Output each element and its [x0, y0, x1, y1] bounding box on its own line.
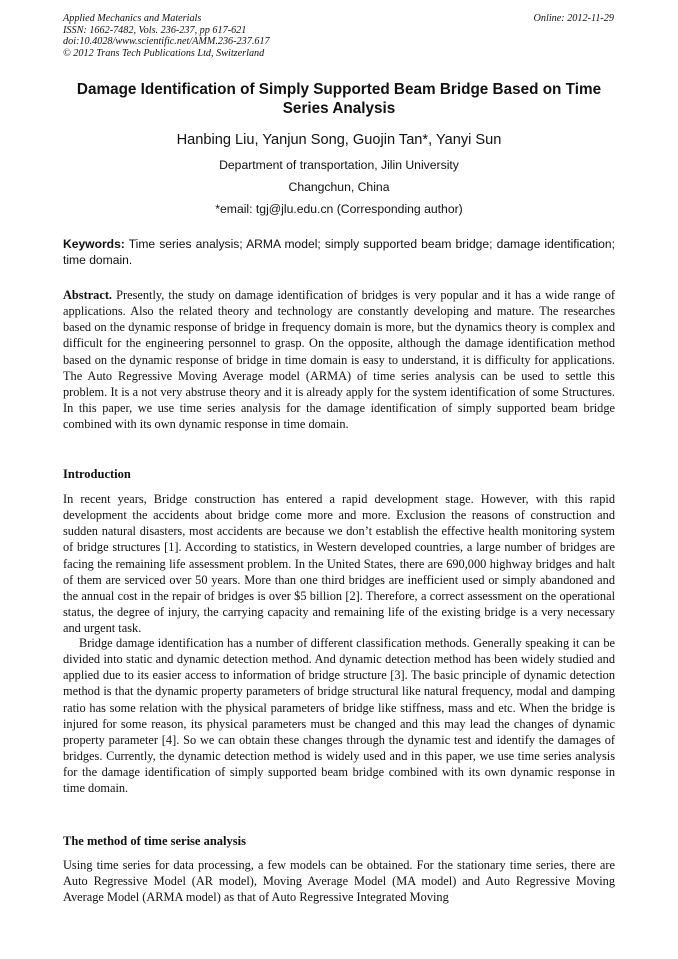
doi-line[interactable]: doi:10.4028/www.scientific.net/AMM.236-237.617: [63, 36, 270, 48]
issn-line: ISSN: 1662-7482, Vols. 236-237, pp 617-621: [63, 24, 247, 36]
affiliation-city: Changchun, China: [288, 180, 390, 194]
keywords-text: Time series analysis; ARMA model; simply supported beam bridge; damage identification; time domain.: [63, 237, 615, 268]
journal-name: Applied Mechanics and Materials: [63, 13, 202, 24]
abstract-paragraph: [63, 287, 615, 432]
introduction-paragraph-1: In recent years, Bridge construction has entered a rapid development stage. However, with this rapid development the accidents about bridge come more and more. Exclusion the reasons of construction and sudden natural disasters, most accidents are because we don’t establish the effective health monitoring system of bridge structures [1]. According to statistics, in Western developed countries, a large number of bridges are facing the remaining life assessment problem. In the United States, there are 690,000 highway bridges and halt of them are serviced over 50 years. More than one third bridges are inefficient used or simply abandoned and the annual cost in the repair of bridges is over $5 billion [2]. Therefore, a correct assessment on the operational status, the degree of injury, the carrying capacity and remaining life of the existing bridge is a very necessary and urgent task.: [63, 492, 615, 636]
copyright-line: © 2012 Trans Tech Publications Ltd, Switzerland: [63, 47, 265, 59]
introduction-paragraph-2: Bridge damage identification has a number of different classification methods. Generally speaking it can be divided into static and dynamic detection method. And dynamic detection method has been widely studied and applied due to its easier access to information of bridge structure [3]. The basic principle of dynamic detection method is that the dynamic property parameters of bridge structural like natural frequency, modal and damping ratio has some relation with the physical parameters of bridge like stiffness, mass and etc. When the bridge is injured for some reason, its physical parameters must be changed and this may lead the changes of dynamic property parameter [4]. So we can obtain these changes through the dynamic test and identify the damages of bridges. Currently, the dynamic detection method is widely used and in this paper, we use time series analysis for the damage identification of simply supported beam bridge combined with its own dynamic response in time domain.: [63, 636, 615, 796]
abstract-text: Presently, the study on damage identification of bridges is very popular and it has a wide range of applications. Also the related theory and technology are constantly developing and mature. The researches based on the dynamic response of bridge in frequency domain is more, but the dynamics theory is complex and difficult for the engineering personnel to grasp. On the opposite, although the damage identification method based on the dynamic response of bridge in time domain is easy to understand, it is difficulty for applications. The Auto Regressive Moving Average model (ARMA) of time series analysis can be used to settle this problem. It is a not very abstruse theory and it is already apply for the system identification of some Structures. In this paper, we use time series analysis for the damage identification of simply supported beam bridge combined with its own dynamic response in time domain.: [63, 288, 615, 432]
abstract-label: Abstract.: [63, 288, 113, 302]
corresponding-email[interactable]: *email: tgj@jlu.edu.cn (Corresponding author): [215, 202, 463, 216]
keywords-label: Keywords:: [63, 237, 125, 251]
keywords-block: [63, 236, 615, 269]
method-heading: The method of time serise analysis: [63, 834, 246, 848]
running-header: [63, 13, 614, 59]
method-paragraph-1: Using time series for data processing, a few models can be obtained. For the stationary time series, there are Auto Regressive Model (AR model), Moving Average Model (MA model) and Auto Regressive Moving Average Model (ARMA model) as that of Auto Regressive Integrated Moving: [63, 858, 615, 905]
online-date: Online: 2012-11-29: [533, 13, 614, 24]
affiliation-dept: Department of transportation, Jilin University: [219, 158, 459, 172]
paper-title: Damage Identification of Simply Supported Beam Bridge Based on Time Series Analysis: [76, 81, 602, 117]
author-list: Hanbing Liu, Yanjun Song, Guojin Tan*, Yanyi Sun: [176, 132, 502, 148]
introduction-heading: Introduction: [63, 467, 131, 481]
